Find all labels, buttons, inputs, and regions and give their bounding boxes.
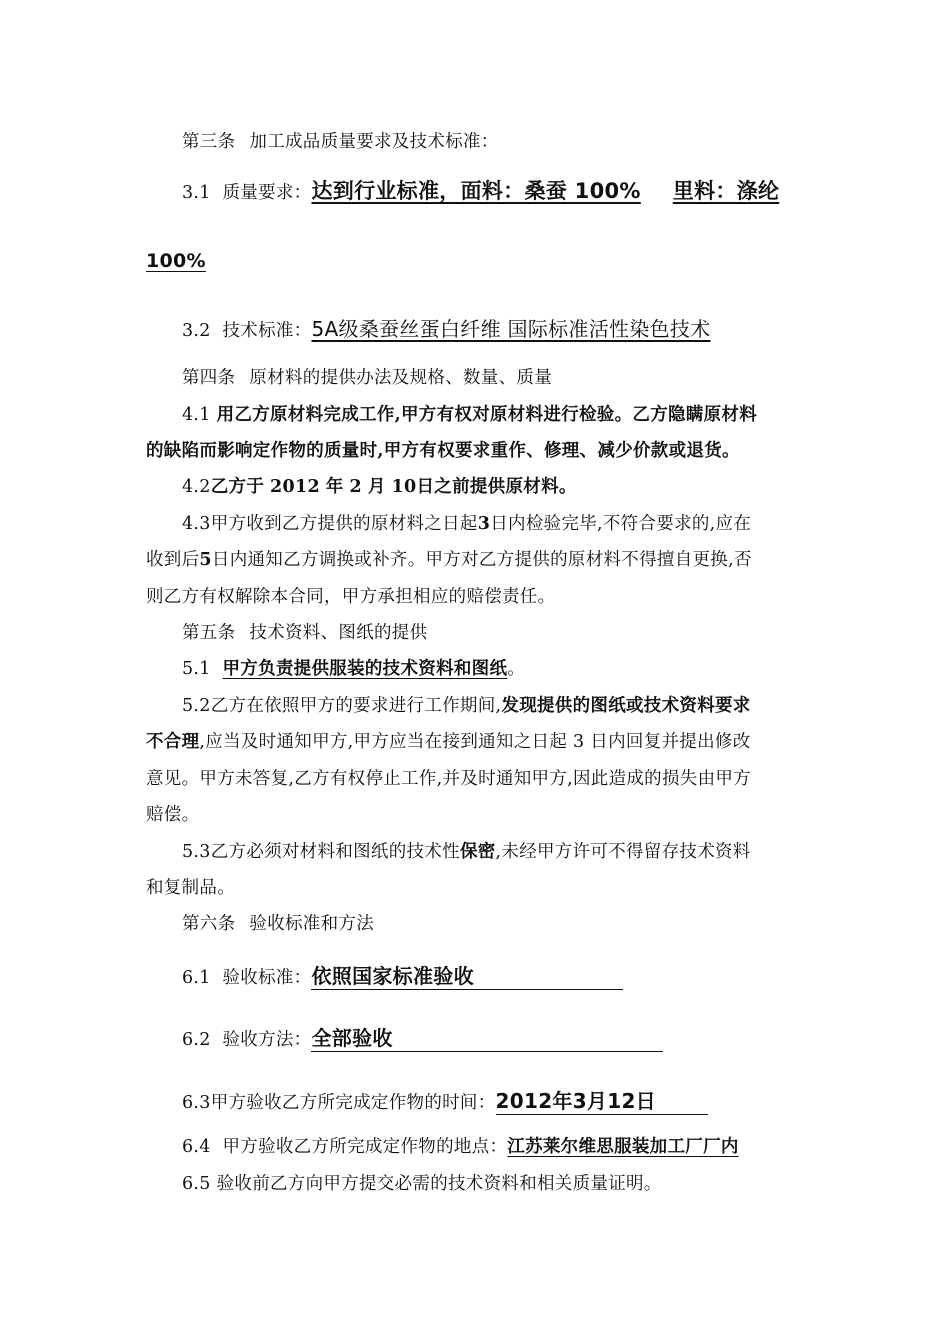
notice-days: 5 [199, 550, 212, 570]
clause-4-1-text: 用乙方原材料完成工作,甲方有权对原材料进行检验。乙方隐瞒原材料 [216, 405, 757, 425]
article-5-title: 技术资料、图纸的提供 [249, 623, 428, 643]
clause-6-2 [182, 1022, 663, 1052]
clause-4-2: 4.2乙方于 2012 年 2 月 10日之前提供原材料。 [182, 477, 577, 497]
clause-label: 验收标准： [222, 968, 312, 988]
clause-number: 6.3 [182, 1093, 211, 1113]
article-4-label: 第四条 [182, 368, 236, 388]
acceptance-date-value: 2012年3月12日 [496, 1085, 708, 1115]
supply-month: 2 [349, 477, 362, 497]
inspection-days: 3 [477, 514, 491, 534]
clause-label: 质量要求： [222, 183, 312, 203]
technical-standard-value: 5A级桑蚕丝蛋白纤维 国际标准活性染色技术 [311, 317, 711, 341]
article-3-heading [182, 128, 499, 153]
clause-5-2-line-4: 赔偿。 [146, 805, 200, 825]
clause-6-1 [182, 960, 623, 990]
lining-value: 里料：涤纶 [672, 179, 780, 203]
clause-number: 4.1 [182, 405, 211, 425]
clause-5-3-line-1: 5.3乙方必须对材料和图纸的技术性保密,未经甲方许可不得留存技术资料 [182, 842, 751, 862]
article-6-title: 验收标准和方法 [249, 914, 375, 934]
clause-number: 5.3 [182, 842, 211, 862]
clause-label: 甲方验收乙方所完成定作物的时间： [210, 1093, 496, 1113]
article-3-title: 加工成品质量要求及技术标准： [249, 132, 499, 152]
acceptance-method-value: 全部验收 [311, 1022, 663, 1052]
clause-4-1-line-1 [182, 401, 757, 426]
article-4-title: 原材料的提供办法及规格、数量、质量 [249, 368, 553, 388]
clause-5-1-text: 甲方负责提供服装的技术资料和图纸 [222, 659, 508, 679]
clause-number: 6.1 [182, 968, 211, 988]
article-3-label: 第三条 [182, 132, 236, 152]
clause-number: 3.2 [182, 321, 211, 341]
acceptance-standard-value: 依照国家标准验收 [311, 960, 623, 990]
clause-6-5 [182, 1170, 662, 1195]
clause-6-3 [182, 1085, 708, 1115]
clause-label: 技术标准： [222, 321, 312, 341]
clause-4-1-line-2: 的缺陷而影响定作物的质量时,甲方有权要求重作、修理、减少价款或退货。 [146, 441, 740, 461]
clause-label: 验收方法： [222, 1030, 312, 1050]
clause-4-3-line-1: 4.3甲方收到乙方提供的原材料之日起3日内检验完毕,不符合要求的,应在 [182, 514, 752, 534]
clause-5-2-line-2: 不合理,应当及时通知甲方,甲方应当在接到通知之日起 3 日内回复并提出修改 [146, 732, 751, 752]
article-5-label: 第五条 [182, 623, 236, 643]
clause-5-3-line-2: 和复制品。 [146, 878, 235, 898]
clause-number: 6.5 [182, 1174, 211, 1194]
clause-3-2 [182, 313, 711, 342]
clause-number: 6.2 [182, 1030, 211, 1050]
clause-number: 5.2 [182, 696, 211, 716]
clause-6-5-text: 验收前乙方向甲方提交必需的技术资料和相关质量证明。 [216, 1174, 662, 1194]
clause-number: 6.4 [182, 1137, 211, 1157]
clause-number: 5.1 [182, 659, 211, 679]
article-6-heading [182, 910, 374, 935]
clause-3-1 [182, 175, 779, 205]
clause-label: 甲方验收乙方所完成定作物的地点： [222, 1137, 508, 1157]
clause-5-2-line-1: 5.2乙方在依照甲方的要求进行工作期间,发现提供的图纸或技术资料要求 [182, 696, 751, 716]
article-4-heading [182, 364, 552, 389]
quality-requirement-value: 达到行业标准，面料：桑蚕 100% [311, 179, 641, 203]
clause-6-4 [182, 1133, 739, 1158]
clause-5-2-line-3: 意见。甲方未答复,乙方有权停止工作,并及时通知甲方,因此造成的损失由甲方 [146, 769, 751, 789]
clause-4-3-line-3: 则乙方有权解除本合同，甲方承担相应的赔偿责任。 [146, 587, 556, 607]
clause-number: 4.2 [182, 477, 211, 497]
supply-day: 10 [391, 477, 417, 497]
clause-5-1: 5.1 甲方负责提供服装的技术资料和图纸。 [182, 659, 526, 679]
article-6-label: 第六条 [182, 914, 236, 934]
clause-number: 3.1 [182, 183, 211, 203]
clause-3-1-continuation: 100% [146, 250, 206, 272]
clause-4-3-line-2: 收到后5日内通知乙方调换或补齐。甲方对乙方提供的原材料不得擅自更换,否 [146, 550, 752, 570]
clause-number: 4.3 [182, 514, 211, 534]
article-5-heading [182, 619, 427, 644]
supply-year: 2012 [270, 477, 320, 497]
acceptance-location-value: 江苏莱尔维思服装加工厂厂内 [507, 1137, 739, 1157]
